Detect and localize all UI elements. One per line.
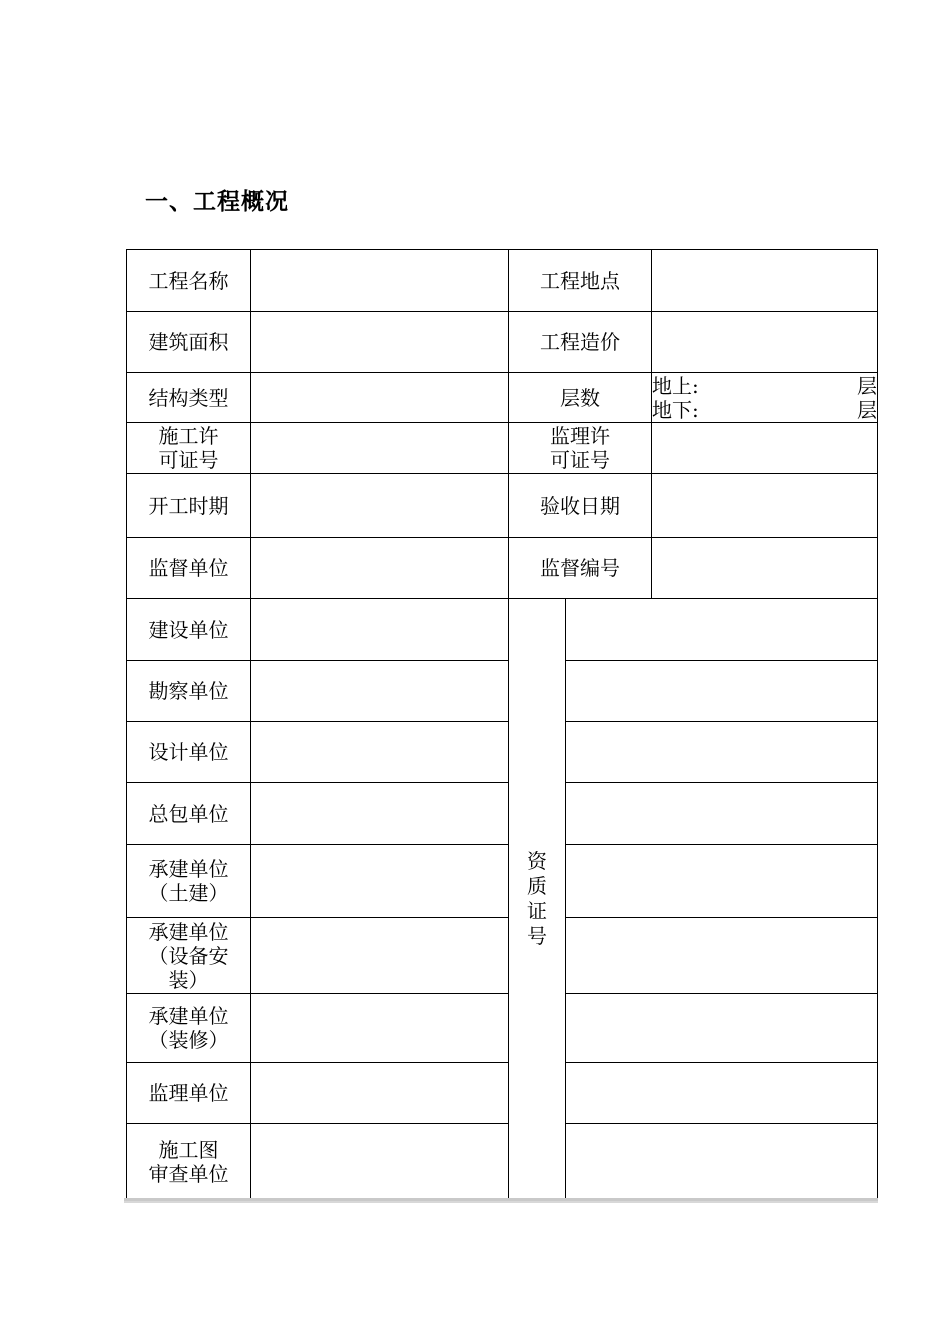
- table-row: [127, 250, 878, 312]
- cert-number-field[interactable]: [566, 845, 878, 918]
- supervising-unit-field[interactable]: [251, 538, 509, 599]
- unit-name-field[interactable]: [251, 783, 509, 845]
- label-unit-general-contractor: 总包单位: [127, 783, 251, 845]
- table-row: [127, 845, 878, 918]
- label-unit-civil-contractor: 承建单位 （土建）: [127, 845, 251, 918]
- structure-type-field[interactable]: [251, 373, 509, 423]
- qualification-cert-label: 资质证号: [527, 849, 547, 948]
- floor-count-field[interactable]: [652, 373, 878, 423]
- unit-name-field[interactable]: [251, 661, 509, 722]
- label-floor-count: 层数: [509, 373, 652, 423]
- floors-above-line: [652, 374, 877, 398]
- table-row: [127, 599, 878, 661]
- building-area-field[interactable]: [251, 312, 509, 373]
- table-bottom-rule: [124, 1198, 878, 1203]
- table-row: [127, 312, 878, 373]
- label-project-cost: 工程造价: [509, 312, 652, 373]
- unit-name-field[interactable]: [251, 994, 509, 1063]
- table-row: [127, 783, 878, 845]
- label-unit-drawing-review: 施工图 审查单位: [127, 1124, 251, 1200]
- label-supervising-unit: 监督单位: [127, 538, 251, 599]
- label-supervision-number: 监督编号: [509, 538, 652, 599]
- label-unit-construction-owner: 建设单位: [127, 599, 251, 661]
- project-location-field[interactable]: [652, 250, 878, 312]
- floors-above-label: 地上:: [652, 373, 699, 398]
- project-cost-field[interactable]: [652, 312, 878, 373]
- cert-number-field[interactable]: [566, 599, 878, 661]
- floors-above-unit: 层: [857, 373, 877, 398]
- supervision-permit-field[interactable]: [652, 423, 878, 474]
- qualification-cert-label-cell: [509, 599, 566, 1200]
- table-row: [127, 474, 878, 538]
- cert-number-field[interactable]: [566, 918, 878, 994]
- unit-name-field[interactable]: [251, 918, 509, 994]
- construction-permit-field[interactable]: [251, 423, 509, 474]
- label-construction-permit: 施工许 可证号: [127, 423, 251, 474]
- cert-number-field[interactable]: [566, 994, 878, 1063]
- label-unit-equipment-contractor: 承建单位 （设备安 装）: [127, 918, 251, 994]
- unit-name-field[interactable]: [251, 845, 509, 918]
- table-row: [127, 994, 878, 1063]
- label-unit-design: 设计单位: [127, 722, 251, 783]
- label-acceptance-date: 验收日期: [509, 474, 652, 538]
- floors-below-line: [652, 398, 877, 422]
- cert-number-field[interactable]: [566, 1124, 878, 1200]
- label-start-date: 开工时期: [127, 474, 251, 538]
- table-row: [127, 423, 878, 474]
- cert-number-field[interactable]: [566, 722, 878, 783]
- table-row: [127, 661, 878, 722]
- table-row: [127, 538, 878, 599]
- label-supervision-permit: 监理许 可证号: [509, 423, 652, 474]
- acceptance-date-field[interactable]: [652, 474, 878, 538]
- table-row: [127, 1124, 878, 1200]
- project-overview-table: [126, 249, 878, 1200]
- table-row: [127, 373, 878, 423]
- unit-name-field[interactable]: [251, 599, 509, 661]
- cert-number-field[interactable]: [566, 1063, 878, 1124]
- floors-below-unit: 层: [857, 397, 877, 422]
- start-date-field[interactable]: [251, 474, 509, 538]
- label-project-location: 工程地点: [509, 250, 652, 312]
- label-structure-type: 结构类型: [127, 373, 251, 423]
- unit-name-field[interactable]: [251, 1124, 509, 1200]
- label-unit-supervision: 监理单位: [127, 1063, 251, 1124]
- unit-name-field[interactable]: [251, 722, 509, 783]
- table-row: [127, 918, 878, 994]
- supervision-number-field[interactable]: [652, 538, 878, 599]
- label-project-name: 工程名称: [127, 250, 251, 312]
- section-heading: 一、工程概况: [145, 189, 289, 215]
- floors-below-label: 地下:: [652, 397, 699, 422]
- table-row: [127, 1063, 878, 1124]
- table-row: [127, 722, 878, 783]
- cert-number-field[interactable]: [566, 661, 878, 722]
- label-building-area: 建筑面积: [127, 312, 251, 373]
- cert-number-field[interactable]: [566, 783, 878, 845]
- project-name-field[interactable]: [251, 250, 509, 312]
- label-unit-decoration-contractor: 承建单位 （装修）: [127, 994, 251, 1063]
- unit-name-field[interactable]: [251, 1063, 509, 1124]
- label-unit-survey: 勘察单位: [127, 661, 251, 722]
